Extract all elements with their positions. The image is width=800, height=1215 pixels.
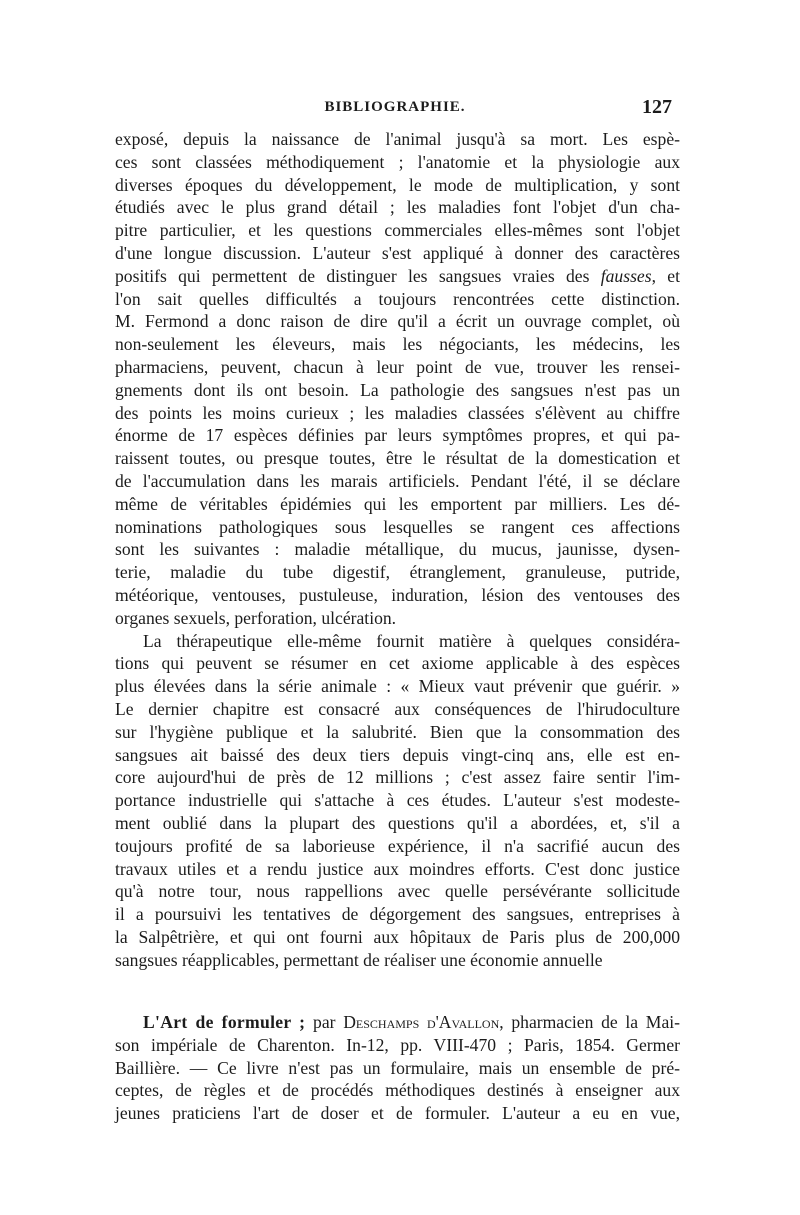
text-line: sangsues ait baissé des deux tiers depuis vingt-cinq ans, elle est en- (115, 744, 680, 765)
page-number: 127 (642, 96, 672, 118)
text-line: nominations pathologiques sous lesquelles se rangent ces affections (115, 516, 680, 537)
text-line: plus élevées dans la série animale : « Mieux vaut prévenir que guérir. » (115, 676, 680, 697)
text-line: la Salpêtrière, et qui ont fourni aux hôpitaux de Paris plus de 200,000 (115, 926, 680, 947)
text-line: core aujourd'hui de près de 12 millions ; c'est assez faire sentir l'im- (115, 767, 680, 788)
text-line: sangsues réapplicables, permettant de réaliser une économie annuelle (115, 949, 603, 970)
text-line: toujours profité de sa laborieuse expérience, il n'a sacrifié aucun des (115, 835, 680, 856)
entry-title: L'Art de formuler ; (143, 1012, 306, 1032)
review-paragraph (115, 128, 680, 971)
text-line: ment oublié dans la plupart des questions qu'il a abordées, et, s'il a (115, 812, 680, 833)
text-line: ces sont classées méthodiquement ; l'anatomie et la physiologie aux (115, 151, 680, 172)
text-line: raissent toutes, ou presque toutes, être le résultat de la domestication et (115, 448, 680, 469)
text-line: des points les moins curieux ; les maladies classées s'élèvent au chiffre (115, 402, 680, 423)
text-line: de l'accumulation dans les marais artificiels. Pendant l'été, il se déclare (115, 470, 680, 491)
text-line: sur l'hygiène publique et la salubrité. Bien que la consommation des (115, 721, 680, 742)
text-line: diverses époques du développement, le mode de multiplication, y sont (115, 174, 680, 195)
text-line: portance industrielle qui s'attache à ces études. L'auteur s'est modeste- (115, 790, 680, 811)
text-line: énorme de 17 espèces définies par leurs symptômes propres, et qui pa- (115, 425, 680, 446)
text-segment: positifs qui permettent de distinguer les sangsues vraies des (115, 265, 590, 286)
text-line: il a poursuivi les tentatives de dégorgement des sangsues, entreprises à (115, 904, 680, 925)
running-title: BIBLIOGRAPHIE. (324, 99, 466, 115)
entry-author: Deschamps d'Avallon (343, 1012, 500, 1032)
text-line: l'on sait quelles difficultés a toujours rencontrées cette distinction. (115, 288, 680, 309)
entry-heading-line (115, 1011, 680, 1034)
text-line: gnements dont ils ont besoin. La pathologie des sangsues n'est pas un (115, 379, 680, 400)
italic-word: fausses (600, 265, 652, 286)
text-line: travaux utiles et a rendu justice aux moindres efforts. C'est donc justice (115, 858, 680, 879)
text-line: La thérapeutique elle-même fournit matière à quelques considéra- (143, 630, 680, 651)
text-line: terie, maladie du tube digestif, étranglement, granuleuse, putride, (115, 562, 680, 583)
bibliography-entry (115, 1011, 680, 1125)
text-line: météorique, ventouses, pustuleuse, induration, lésion des ventouses des (115, 584, 680, 605)
text-line-mixed (115, 265, 680, 288)
text-line: sont les suivantes : maladie métallique, du mucus, jaunisse, dysen- (115, 539, 680, 560)
running-head (110, 96, 680, 120)
text-line: M. Fermond a donc raison de dire qu'il a écrit un ouvrage complet, où (115, 311, 680, 332)
text-line: étudiés avec le plus grand détail ; les maladies font l'objet d'un cha- (115, 197, 680, 218)
text-line: jeunes praticiens l'art de doser et de formuler. L'auteur a eu en vue, (115, 1103, 680, 1124)
text-line: qu'à notre tour, nous rappellions avec quelle persévérante sollicitude (115, 881, 680, 902)
text-line: Baillière. — Ce livre n'est pas un formulaire, mais un ensemble de pré- (115, 1057, 680, 1078)
text-line: exposé, depuis la naissance de l'animal jusqu'à sa mort. Les espè- (115, 129, 680, 149)
text-line: pitre particulier, et les questions commerciales elles-mêmes sont l'objet (115, 220, 680, 241)
text-segment: , pharmacien de la Mai- (499, 1012, 680, 1032)
text-line: Le dernier chapitre est consacré aux conséquences de l'hirudoculture (115, 698, 680, 719)
text-line: non-seulement les éleveurs, mais les négociants, les médecins, les (115, 334, 680, 355)
text-line: ceptes, de règles et de procédés méthodiques destinés à enseigner aux (115, 1080, 680, 1101)
text-line: d'une longue discussion. L'auteur s'est appliqué à donner des caractères (115, 242, 680, 263)
text-line: tions qui peuvent se résumer en cet axiome applicable à des espèces (115, 653, 680, 674)
text-line: pharmaciens, peuvent, chacun à leur point de vue, trouver les rensei- (115, 356, 680, 377)
text-segment: par (305, 1012, 344, 1032)
text-line: même de véritables épidémies qui les emportent par milliers. Les dé- (115, 493, 680, 514)
text-segment: , et (651, 265, 680, 286)
text-line: son impériale de Charenton. In-12, pp. VIII-470 ; Paris, 1854. Germer (115, 1034, 680, 1055)
text-line: organes sexuels, perforation, ulcération. (115, 607, 397, 628)
